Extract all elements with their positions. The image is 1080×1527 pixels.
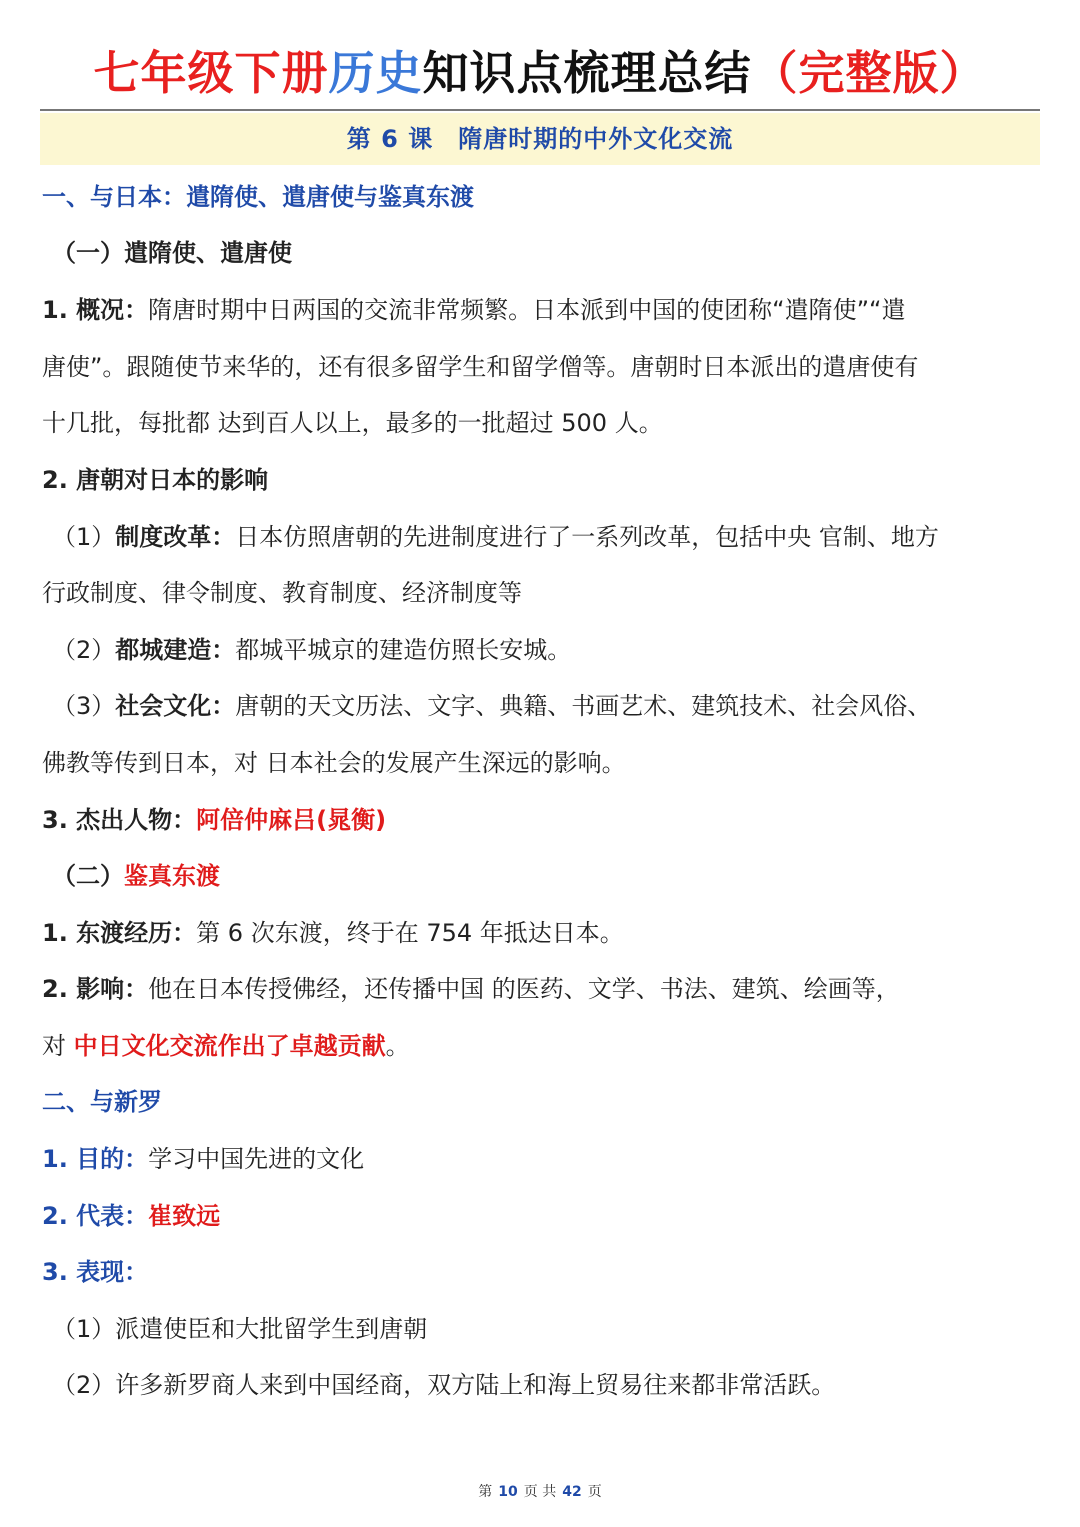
impact-highlight: 中日文化交流作出了卓越贡献 [73,1032,386,1060]
manifestation-item-1: （1）派遣使臣和大批留学生到唐朝 [52,1315,428,1343]
figure-line [42,800,1042,840]
representative-line [42,1196,1042,1236]
paragraph-overview-line-2: 唐使”。跟随使节来华的，还有很多留学生和留学僧等。唐朝时日本派出的遣唐使有 [42,353,919,381]
voyage-line [42,913,1042,953]
footer-middle: 页 共 [523,1484,557,1500]
impact-line-2 [42,1026,1042,1066]
subsection-heading-1: （一）遣隋使、遣唐使 [52,239,292,267]
total-page-number: 42 [562,1484,582,1500]
influence-item-3-line-2: 佛教等传到日本，对 日本社会的发展产生深远的影响。 [42,749,626,777]
title-part-2: 历史 [328,46,423,100]
influence-item-3-line-1 [52,686,1052,726]
footer-suffix: 页 [587,1484,602,1500]
voyage-label: 1. 东渡经历： [42,919,197,947]
purpose-line [42,1139,1042,1179]
representative-value: 崔致远 [148,1202,221,1230]
section-heading-2: 二、与新罗 [42,1088,162,1116]
influence-item-1-line-2: 行政制度、律令制度、教育制度、经济制度等 [42,579,522,607]
footer-prefix: 第 [478,1484,493,1500]
impact-label: 2. 影响： [42,975,149,1003]
purpose-text: 学习中国先进的文化 [148,1145,365,1173]
item-number: （1） [52,523,116,551]
figure-label: 3. 杰出人物： [42,806,197,834]
subsection-title: 鉴真东渡 [124,862,220,890]
item-number: （3） [52,692,116,720]
paragraph-overview-line-1 [42,290,1042,330]
title-part-1: 七年级下册 [93,46,329,100]
influence-heading: 2. 唐朝对日本的影响 [42,466,269,494]
voyage-text: 第 6 次东渡，终于在 754 年抵达日本。 [196,919,624,947]
overview-label: 1. 概况： [42,296,149,324]
manifestation-item-2: （2）许多新罗商人来到中国经商，双方陆上和海上贸易往来都非常活跃。 [52,1371,836,1399]
purpose-label: 1. 目的： [42,1145,149,1173]
item-text: 日本仿照唐朝的先进制度进行了一系列改革，包括中央 官制、地方 [235,523,939,551]
influence-item-1-line-1 [52,517,1052,557]
paragraph-overview-line-3: 十几批，每批都 达到百人以上，最多的一批超过 500 人。 [42,409,663,437]
page-title [0,38,1080,108]
title-part-3: 知识点梳理总结 [422,46,752,100]
item-number: （2） [52,636,116,664]
manifestation-heading: 3. 表现： [42,1258,149,1286]
influence-item-2 [52,630,1052,670]
impact-line-1 [42,969,1042,1009]
figure-value: 阿倍仲麻吕(晁衡) [196,806,387,834]
title-divider [40,109,1040,111]
item-label: 制度改革： [115,523,236,551]
section-heading-1: 一、与日本：遣隋使、遣唐使与鉴真东渡 [42,183,474,211]
impact-prefix: 对 [42,1032,74,1060]
item-label: 都城建造： [115,636,236,664]
subsection-number: （二） [52,862,124,890]
subsection-heading-2 [52,856,1052,896]
item-label: 社会文化： [115,692,236,720]
lesson-header: 第 6 课 隋唐时期的中外文化交流 [40,113,1040,165]
item-text: 唐朝的天文历法、文字、典籍、书画艺术、建筑技术、社会风俗、 [235,692,932,720]
page-footer [0,1481,1080,1503]
impact-text: 他在日本传授佛经，还传播中国 的医药、文学、书法、建筑、绘画等， [148,975,900,1003]
item-text: 都城平城京的建造仿照长安城。 [235,636,572,664]
representative-label: 2. 代表： [42,1202,149,1230]
impact-suffix: 。 [385,1032,410,1060]
current-page-number: 10 [498,1484,518,1500]
title-part-4: （完整版） [751,46,987,100]
overview-text-1: 隋唐时期中日两国的交流非常频繁。日本派到中国的使团称“遣隋使”“遣 [148,296,906,324]
